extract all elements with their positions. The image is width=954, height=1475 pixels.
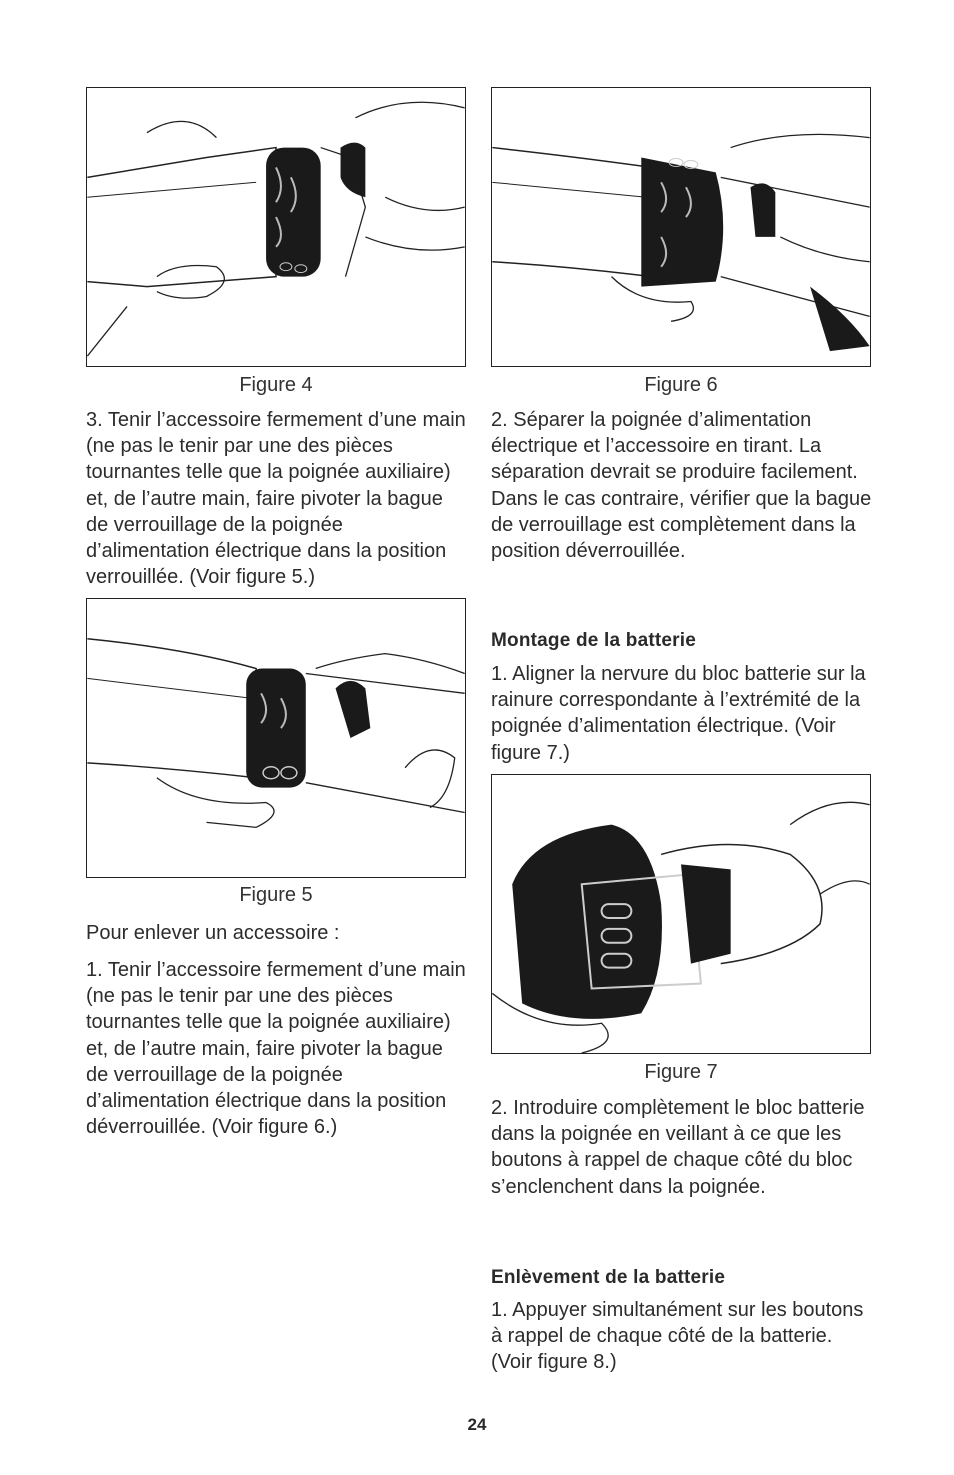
figure-4-caption: Figure 4 bbox=[239, 374, 313, 396]
figure-7-caption: Figure 7 bbox=[644, 1061, 718, 1083]
figure-5-drawing bbox=[87, 599, 465, 877]
remove-battery-step-1-text: 1. Appuyer simultanément sur les boutons à rappel de chaque côté de la batterie. (Voir figure 8.) bbox=[491, 1299, 864, 1374]
remove-accessory-intro: Pour enlever un accessoire : bbox=[86, 922, 340, 944]
figure-6-caption: Figure 6 bbox=[644, 374, 718, 396]
mount-step-1-text: 1. Aligner la nervure du bloc batterie sur la rainure correspondante à l’extrémité de la poignée d’alimentation électrique. (Voir figure 7.) bbox=[491, 663, 866, 764]
heading-enlevement-batterie: Enlèvement de la batterie bbox=[491, 1267, 726, 1288]
figure-5-illustration bbox=[86, 598, 466, 878]
figure-6-drawing bbox=[492, 88, 870, 366]
figure-5-caption: Figure 5 bbox=[239, 884, 313, 906]
figure-7-illustration bbox=[491, 774, 871, 1054]
figure-4-drawing bbox=[87, 88, 465, 366]
remove-step-2-text: 2. Séparer la poignée d’alimentation électrique et l’accessoire en tirant. La séparation devrait se produire facilement. Dans le cas contraire, vérifier que la bague de verrouillage est complètement dans la position déverrouillée. bbox=[491, 409, 872, 563]
figure-7-drawing bbox=[492, 775, 870, 1053]
heading-montage-batterie: Montage de la batterie bbox=[491, 630, 696, 651]
figure-4-illustration bbox=[86, 87, 466, 367]
page-number: 24 bbox=[467, 1415, 487, 1434]
figure-6-illustration bbox=[491, 87, 871, 367]
mount-step-2-text: 2. Introduire complètement le bloc batterie dans la poignée en veillant à ce que les boutons à rappel de chaque côté du bloc s’enclenchent dans la poignée. bbox=[491, 1097, 865, 1198]
step-3-text: 3. Tenir l’accessoire fermement d’une main (ne pas le tenir par une des pièces tournantes telle que la poignée auxiliaire) et, de l’autre main, faire pivoter la bague de verrouillage de la poignée d’alimentation électrique dans la position verrouillée. (Voir figure 5.) bbox=[86, 409, 466, 589]
remove-step-1-text: 1. Tenir l’accessoire fermement d’une main (ne pas le tenir par une des pièces tournantes telle que la poignée auxiliaire) et, de l’autre main, faire pivoter la bague de verrouillage de la poignée d’alimentation électrique dans la position déverrouillée. (Voir figure 6.) bbox=[86, 959, 466, 1139]
